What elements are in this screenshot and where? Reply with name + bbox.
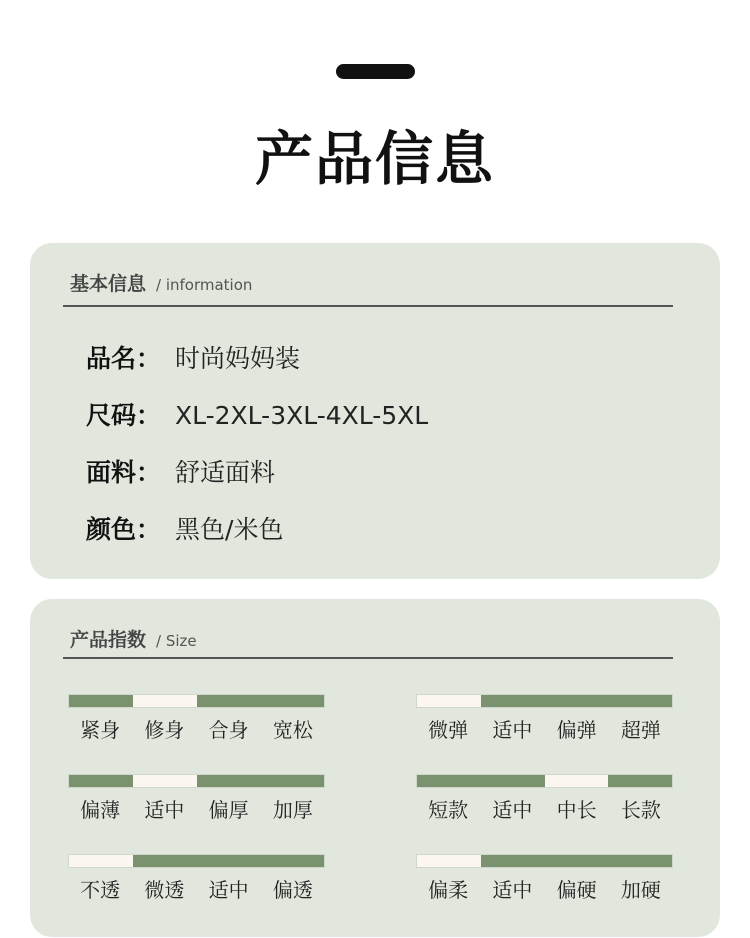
meter-segment <box>545 855 609 867</box>
meter-label: 加厚 <box>272 798 313 822</box>
meter-label: 不透 <box>80 878 121 902</box>
meter-segment <box>69 775 133 787</box>
meter-bar <box>68 694 325 708</box>
meter-segment <box>260 855 324 867</box>
meter-label: 偏厚 <box>208 798 249 822</box>
meter-segment <box>608 855 672 867</box>
meter-bar <box>416 854 673 868</box>
info-value: 黑色/米色 <box>175 515 284 544</box>
meter-segment <box>260 695 324 707</box>
meter-label: 偏弹 <box>556 718 597 742</box>
info-row-name <box>86 339 300 375</box>
meter-label: 短款 <box>428 798 469 822</box>
length-meter <box>416 774 673 823</box>
meter-label: 适中 <box>492 798 533 822</box>
info-key: 颜色： <box>86 515 162 544</box>
meter-segment <box>260 775 324 787</box>
meter-label: 适中 <box>492 718 533 742</box>
meter-segment <box>197 855 261 867</box>
meter-bar <box>68 854 325 868</box>
meter-label: 宽松 <box>272 718 313 742</box>
info-row-color <box>86 510 283 546</box>
meter-label: 适中 <box>492 878 533 902</box>
fit-meter <box>68 694 325 743</box>
softness-meter <box>416 854 673 903</box>
elasticity-meter <box>416 694 673 743</box>
meter-segment <box>133 775 197 787</box>
meter-bar <box>68 774 325 788</box>
card-heading: 产品指数 <box>70 629 147 651</box>
meter-label: 偏硬 <box>556 878 597 902</box>
info-value: 时尚妈妈装 <box>175 344 301 373</box>
info-value: XL-2XL-3XL-4XL-5XL <box>175 401 429 430</box>
info-key: 品名： <box>86 344 162 373</box>
meter-segment <box>417 775 481 787</box>
meter-segment <box>69 695 133 707</box>
meter-segment <box>197 775 261 787</box>
meter-segment <box>417 855 481 867</box>
meter-segment <box>545 695 609 707</box>
card-heading: 基本信息 <box>70 273 147 295</box>
meter-label: 适中 <box>144 798 185 822</box>
info-row-size <box>86 396 428 432</box>
card-subheading: / Size <box>156 632 197 650</box>
transparency-meter <box>68 854 325 903</box>
meter-label: 超弹 <box>620 718 661 742</box>
meter-label: 合身 <box>208 718 249 742</box>
meter-label: 微弹 <box>428 718 469 742</box>
meter-segment <box>608 775 672 787</box>
meter-label: 偏柔 <box>428 878 469 902</box>
thickness-meter <box>68 774 325 823</box>
divider <box>63 657 673 659</box>
card-subheading: / information <box>156 276 253 294</box>
meter-segment <box>481 695 545 707</box>
info-value: 舒适面料 <box>175 458 276 487</box>
info-key: 面料： <box>86 458 162 487</box>
meter-segment <box>69 855 133 867</box>
card-header <box>70 625 197 652</box>
meter-label: 适中 <box>208 878 249 902</box>
meter-segment <box>608 695 672 707</box>
divider <box>63 305 673 307</box>
basic-info-card <box>30 243 720 579</box>
title-decoration-bar <box>336 64 415 79</box>
meter-label: 修身 <box>144 718 185 742</box>
info-row-fabric <box>86 453 275 489</box>
meter-segment <box>481 855 545 867</box>
meter-label: 偏透 <box>272 878 313 902</box>
meter-label: 中长 <box>556 798 597 822</box>
size-index-card <box>30 599 720 937</box>
meter-segment <box>133 855 197 867</box>
meter-segment <box>545 775 609 787</box>
meter-segment <box>417 695 481 707</box>
meter-label: 紧身 <box>80 718 121 742</box>
meter-label: 微透 <box>144 878 185 902</box>
meter-segment <box>481 775 545 787</box>
meter-segment <box>133 695 197 707</box>
card-header <box>70 269 252 296</box>
meter-bar <box>416 694 673 708</box>
meter-segment <box>197 695 261 707</box>
meter-bar <box>416 774 673 788</box>
meter-label: 加硬 <box>620 878 661 902</box>
meter-label: 长款 <box>620 798 661 822</box>
page-title: 产品信息 <box>254 125 495 193</box>
meter-label: 偏薄 <box>80 798 121 822</box>
info-key: 尺码： <box>86 401 162 430</box>
